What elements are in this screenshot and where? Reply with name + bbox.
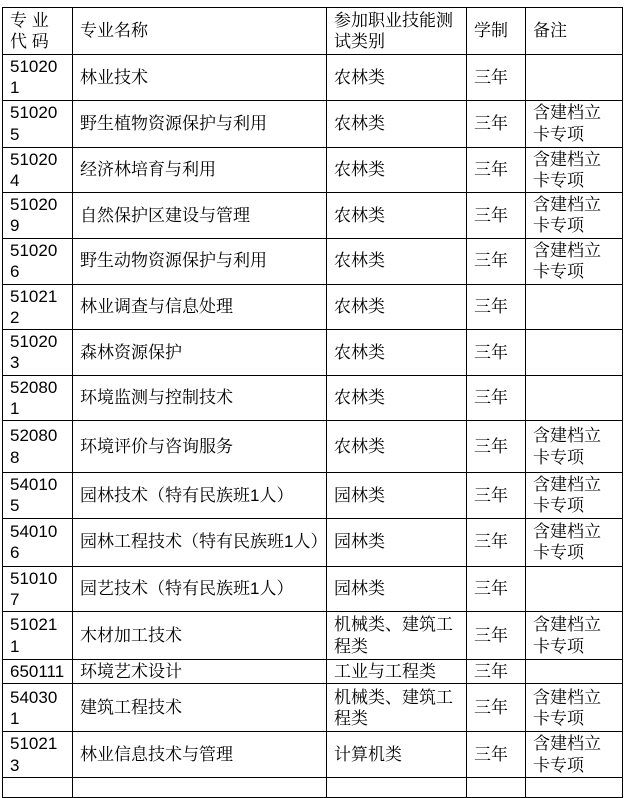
cell-duration: 三年	[467, 732, 526, 778]
table-row	[3, 732, 623, 778]
cell-code: 520808	[3, 421, 73, 473]
header-cell-code: 专 业 代 码	[3, 8, 73, 55]
cell-category: 农林类	[327, 193, 467, 239]
cell-name: 园林工程技术（特有民族班1人）	[73, 518, 327, 566]
cell-remark: 含建档立卡专项	[526, 473, 623, 519]
cell-name: 林业调查与信息处理	[73, 284, 327, 330]
cell-category: 农林类	[327, 375, 467, 421]
cell-category: 园林类	[327, 473, 467, 519]
cell-name: 经济林培育与利用	[73, 147, 327, 193]
cell-duration: 三年	[467, 566, 526, 612]
cell-remark: 含建档立卡专项	[526, 732, 623, 778]
major-codes-table	[2, 7, 623, 798]
table-row-partial	[3, 777, 623, 797]
cell-duration	[467, 777, 526, 797]
cell-duration: 三年	[467, 193, 526, 239]
cell-duration: 三年	[467, 518, 526, 566]
cell-code: 510209	[3, 193, 73, 239]
cell-remark	[526, 375, 623, 421]
cell-duration: 三年	[467, 238, 526, 284]
cell-code: 650111	[3, 660, 73, 684]
cell-category: 农林类	[327, 55, 467, 101]
cell-code: 540301	[3, 684, 73, 732]
table-row	[3, 473, 623, 519]
table-row	[3, 55, 623, 101]
cell-name: 自然保护区建设与管理	[73, 193, 327, 239]
cell-duration: 三年	[467, 100, 526, 147]
cell-name: 林业技术	[73, 55, 327, 101]
cell-name: 园林技术（特有民族班1人）	[73, 473, 327, 519]
cell-duration: 三年	[467, 684, 526, 732]
cell-name: 野生植物资源保护与利用	[73, 100, 327, 147]
table-header-row	[3, 8, 623, 55]
cell-remark: 含建档立卡专项	[526, 421, 623, 473]
cell-category	[327, 777, 467, 797]
table-row	[3, 421, 623, 473]
cell-category: 园林类	[327, 566, 467, 612]
cell-remark: 含建档立卡专项	[526, 100, 623, 147]
table-row	[3, 684, 623, 732]
header-cell-name: 专业名称	[73, 8, 327, 55]
cell-code: 510206	[3, 238, 73, 284]
cell-category: 农林类	[327, 147, 467, 193]
table-row	[3, 284, 623, 330]
cell-code: 540106	[3, 518, 73, 566]
cell-code: 510212	[3, 284, 73, 330]
table-row	[3, 660, 623, 684]
cell-name: 林业信息技术与管理	[73, 732, 327, 778]
table-row	[3, 566, 623, 612]
cell-category: 计算机类	[327, 732, 467, 778]
header-cell-duration: 学制	[467, 8, 526, 55]
cell-code: 510201	[3, 55, 73, 101]
cell-code: 510203	[3, 330, 73, 376]
header-cell-category: 参加职业技能测试类别	[327, 8, 467, 55]
cell-remark	[526, 660, 623, 684]
cell-duration: 三年	[467, 147, 526, 193]
table-row	[3, 612, 623, 660]
cell-category: 农林类	[327, 284, 467, 330]
cell-remark: 含建档立卡专项	[526, 612, 623, 660]
cell-remark	[526, 566, 623, 612]
cell-duration: 三年	[467, 473, 526, 519]
cell-name: 环境评价与咨询服务	[73, 421, 327, 473]
table-row	[3, 147, 623, 193]
cell-duration: 三年	[467, 330, 526, 376]
table-row	[3, 193, 623, 239]
cell-remark	[526, 330, 623, 376]
cell-name: 建筑工程技术	[73, 684, 327, 732]
cell-name: 环境监测与控制技术	[73, 375, 327, 421]
cell-remark	[526, 55, 623, 101]
cell-code: 540105	[3, 473, 73, 519]
cell-category: 农林类	[327, 238, 467, 284]
cell-name: 木材加工技术	[73, 612, 327, 660]
cell-duration: 三年	[467, 284, 526, 330]
cell-remark: 含建档立卡专项	[526, 238, 623, 284]
cell-name: 园艺技术（特有民族班1人）	[73, 566, 327, 612]
cell-code: 510205	[3, 100, 73, 147]
header-cell-remark: 备注	[526, 8, 623, 55]
cell-duration: 三年	[467, 612, 526, 660]
cell-category: 园林类	[327, 518, 467, 566]
cell-duration: 三年	[467, 55, 526, 101]
table-row	[3, 330, 623, 376]
table-row	[3, 100, 623, 147]
cell-code: 510107	[3, 566, 73, 612]
cell-category: 农林类	[327, 100, 467, 147]
table-row	[3, 238, 623, 284]
cell-remark: 含建档立卡专项	[526, 147, 623, 193]
cell-category: 机械类、建筑工程类	[327, 684, 467, 732]
cell-category: 农林类	[327, 421, 467, 473]
cell-name: 森林资源保护	[73, 330, 327, 376]
cell-name	[73, 777, 327, 797]
cell-duration: 三年	[467, 660, 526, 684]
cell-category: 农林类	[327, 330, 467, 376]
cell-remark	[526, 777, 623, 797]
cell-name: 野生动物资源保护与利用	[73, 238, 327, 284]
cell-category: 工业与工程类	[327, 660, 467, 684]
cell-remark: 含建档立卡专项	[526, 518, 623, 566]
cell-duration: 三年	[467, 375, 526, 421]
cell-code: 510213	[3, 732, 73, 778]
cell-remark: 含建档立卡专项	[526, 193, 623, 239]
cell-category: 机械类、建筑工程类	[327, 612, 467, 660]
cell-code	[3, 777, 73, 797]
cell-remark	[526, 284, 623, 330]
cell-code: 520801	[3, 375, 73, 421]
cell-duration: 三年	[467, 421, 526, 473]
cell-name: 环境艺术设计	[73, 660, 327, 684]
table-row	[3, 518, 623, 566]
table-row	[3, 375, 623, 421]
cell-remark: 含建档立卡专项	[526, 684, 623, 732]
cell-code: 510204	[3, 147, 73, 193]
cell-code: 510211	[3, 612, 73, 660]
